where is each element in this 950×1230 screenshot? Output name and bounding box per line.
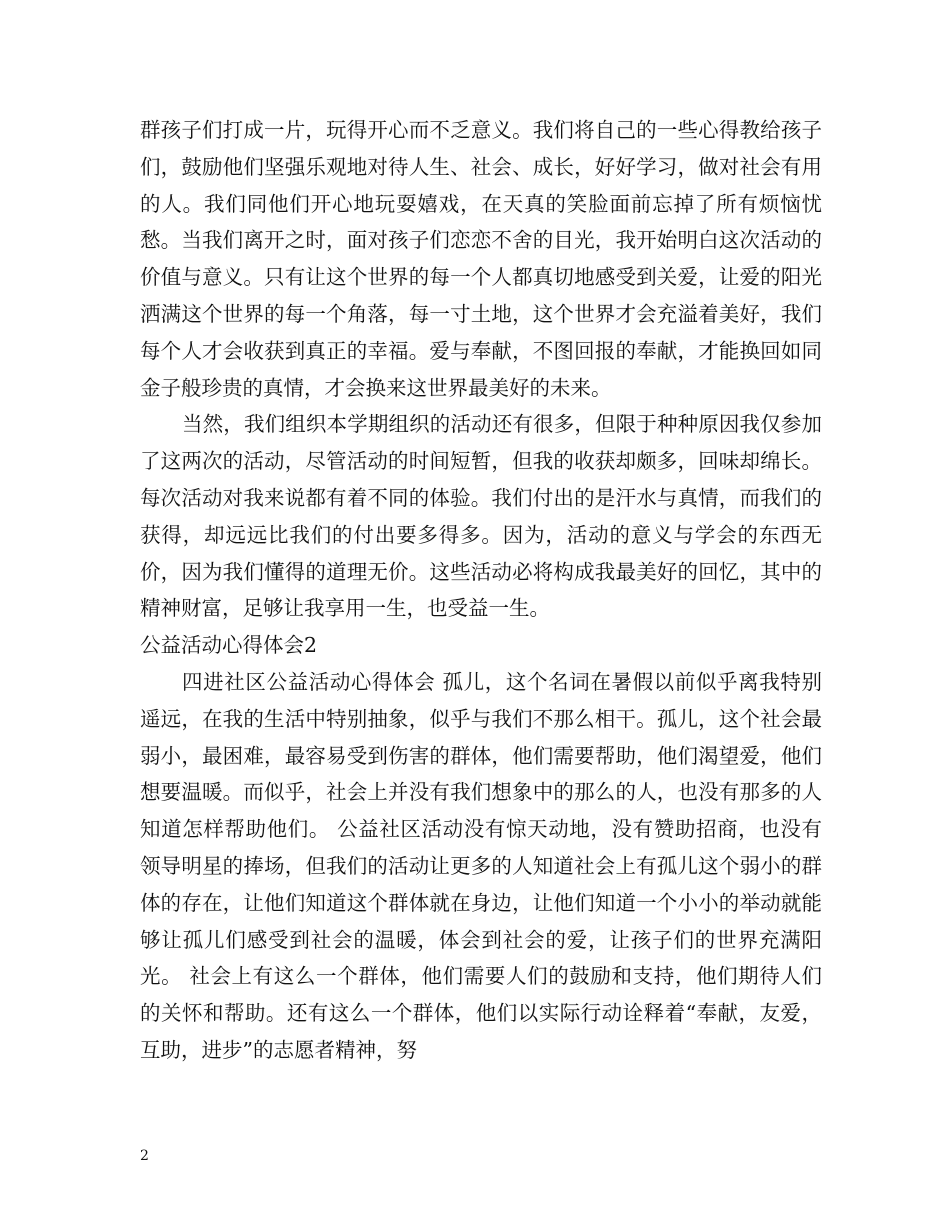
page-number: 2 bbox=[140, 1148, 149, 1164]
section-heading: 公益活动心得体会2 bbox=[140, 633, 318, 658]
paragraph-section-2: 四进社区公益活动心得体会 孤儿，这个名词在暑假以前似乎离我特别遥远，在我的生活中特别抽象，似乎与我们不那么相干。孤儿，这个社会最弱小，最困难，最容易受到伤害的群体，他们需要帮助，他们渴望爱，他们想要温暖。而似乎，社会上并没有我们想象中的那么的人，也没有那多的人知道怎样帮助他们。 公益社区活动没有惊天动地，没有赞助招商，也没有领导明星的捧场，但我们的活动让更多的人知道社会上有孤儿这个弱小的群体的存在，让他们知道这个群体就在身边，让他们知道一个小小的举动就能够让孤儿们感受到社会的温暖，体会到社会的爱，让孩子们的世界充满阳光。 社会上有这么一个群体，他们需要人们的鼓励和支持，他们期待人们的关怀和帮助。还有这么一个群体，他们以实际行动诠释着“奉献，友爱，互助，进步”的志愿者精神，努 bbox=[140, 669, 822, 1062]
paragraph-reflection: 当然，我们组织本学期组织的活动还有很多，但限于种种原因我仅参加了这两次的活动，尽管活动的时间短暂，但我的收获却颇多，回味却绵长。每次活动对我来说都有着不同的体验。我们付出的是汗水与真情，而我们的获得，却远远比我们的付出要多得多。因为，活动的意义与学会的东西无价，因为我们懂得的道理无价。这些活动必将构成我最美好的回忆，其中的精神财富，足够让我享用一生，也受益一生。 bbox=[140, 412, 822, 621]
paragraph-continued: 群孩子们打成一片，玩得开心而不乏意义。我们将自己的一些心得教给孩子们，鼓励他们坚强乐观地对待人生、社会、成长，好好学习，做对社会有用的人。我们同他们开心地玩耍嬉戏，在天真的笑脸面前忘掉了所有烦恼忧愁。当我们离开之时，面对孩子们恋恋不舍的目光，我开始明白这次活动的价值与意义。只有让这个世界的每一个人都真切地感受到关爱，让爱的阳光洒满这个世界的每一个角落，每一寸土地，这个世界才会充溢着美好，我们每个人才会收获到真正的幸福。爱与奉献，不图回报的奉献，才能换回如同金子般珍贵的真情，才会换来这世界最美好的未来。 bbox=[140, 118, 822, 400]
document-body bbox=[140, 112, 822, 1069]
